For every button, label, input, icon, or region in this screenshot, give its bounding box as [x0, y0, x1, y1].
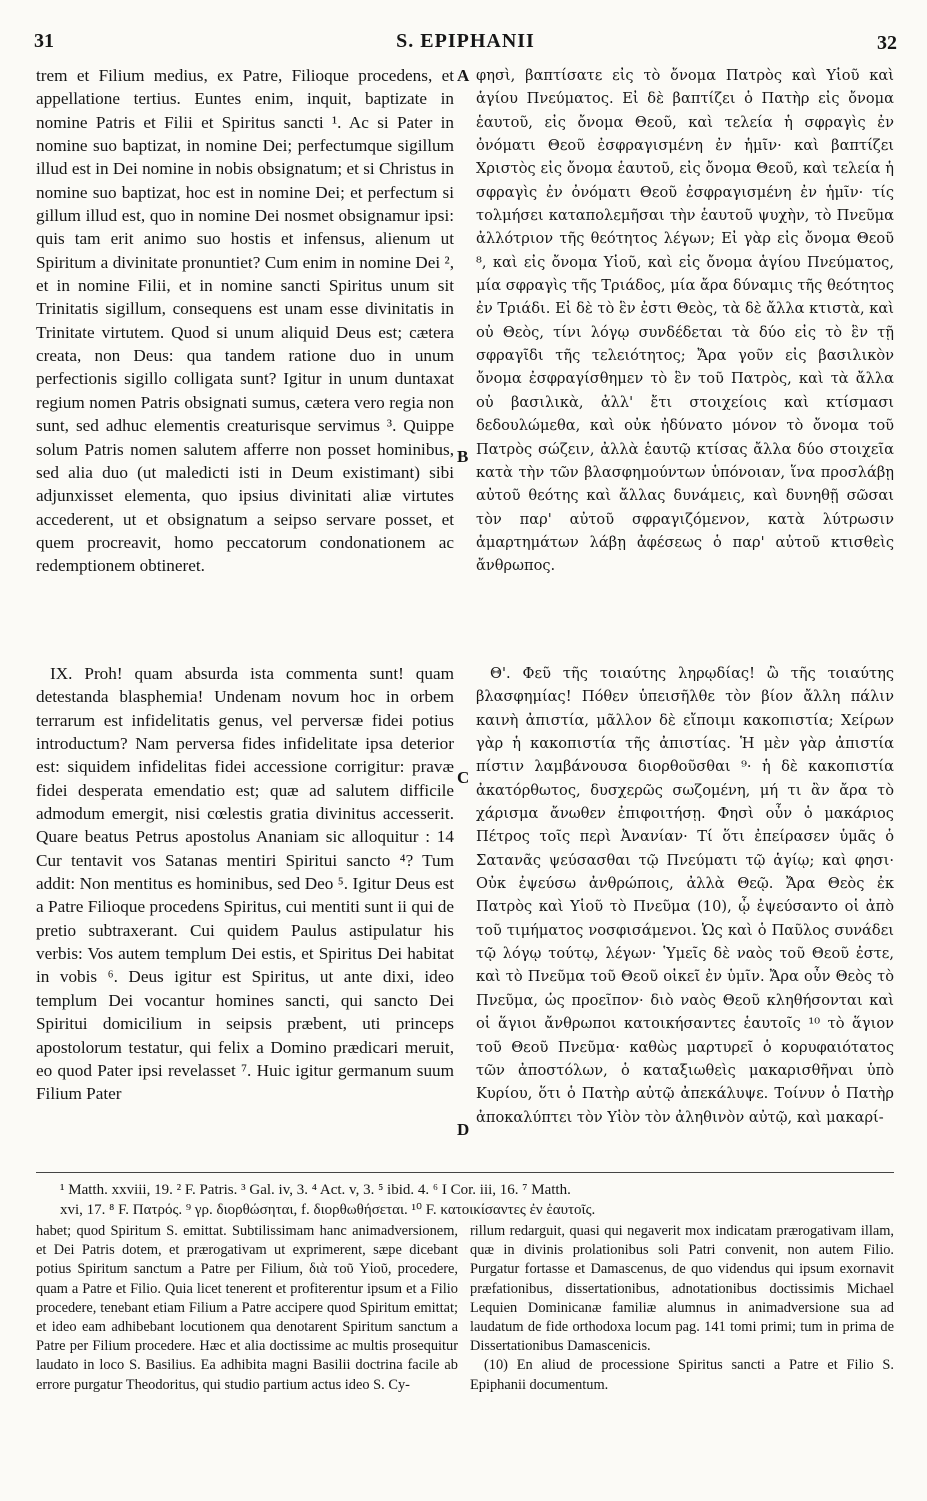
greek-paragraph-1: φησὶ, βαπτίσατε εἰς τὸ ὄνομα Πατρὸς καὶ Υἱοῦ καὶ ἁγίου Πνεύματος. Εἰ δὲ βαπτίζει ὁ Πατὴρ εἰς ὄνομα ἑαυτοῦ, εἰς ὄνομα Θεοῦ, καὶ τελεία ἡ σφραγὶς ἐν ὀνόματι Θεοῦ ἐσφραγισμένη ἐν ἡμῖν· καὶ βαπτίζει Χριστὸς εἰς ὄνομα ἑαυτοῦ, εἰς ὄνομα Θεοῦ, καὶ τελεία ἡ σφραγὶς ἐν ὀνόματι Θεοῦ ἐσφραγισμένη ἐν ἡμῖν· τίς τολμήσει καταπολεμῆσαι τὴν ἑαυτοῦ ψυχὴν, τὸ Πνεῦμα ἀλλότριον τῆς θεότητος λέγων; Εἰ γὰρ εἰς ὄνομα Θεοῦ ⁸, καὶ εἰς ὄνομα Υἱοῦ, καὶ εἰς ὄνομα ἁγίου Πνεύματος, μία σφραγὶς τῆς Τριάδος, μία ἄρα δύναμις τῆς θεότητος ἐν Τριάδι. Εἰ δὲ τὸ ἓν ἐστι Θεὸς, τὰ δὲ ἄλλα κτιστὰ, καὶ οὐ Θεὸς, τίνι λόγῳ συνδέδεται τὰ δύο εἰς τὸ ἓν τῇ σφραγῖδι τῆς τελειότητος; Ἄρα γοῦν εἰς βασιλικὸν ὄνομα ἐσφραγίσθημεν τὸ ἓν τοῦ Πατρὸς, καὶ τὰ ἄλλα οὐ βασιλικὰ, ἀλλ' ἔτι στοιχείοις καὶ κτίσμασι δεδουλώμεθα, καὶ οὐκ ἠδύνατο μόνον τὸ ὄνομα τοῦ Πατρὸς σώζειν, ἀλλὰ ἑαυτῷ κτίσας ἄλλα δύο στοιχεῖα κατὰ τὴν τῶν βλασφημούντων ὑπόνοιαν, ἵνα προσλάβῃ αὐτοῦ θεότης καὶ ἄλλας δυνάμεις, καὶ δυνηθῇ σῶσαι τὸν παρ' αὐτοῦ σφραγιζόμενον, κατὰ λύτρωσιν ἁμαρτημάτων λάβῃ ἀφέσεως ὁ παρ' αὐτοῦ κτισθεὶς ἄνθρωπος. — [476, 67, 894, 575]
section-marker-b: B — [457, 447, 469, 466]
latin-column-top — [36, 64, 454, 578]
note-text-left: habet; quod Spiritum S. emittat. Subtilissimam hanc animadversionem, et Dei Patris dotem, et prærogativam ut exprimerent, sæpe dicebant potius Spiritum sanctum a Patre per Filium, διὰ τοῦ Υἱοῦ, procedere, quam a Patre et Filio. Quia licet tenerent et profiterentur ipsum et a Filio procedere, tenebant etiam Filium a Patre accipere quod Spiritum emittat; et ideo eam adhibebant locutionem qua denotarent Spiritum sanctum a Patre per Filium procedere. Hæc et alia doctissime ac multis prosequitur laudato in loco S. Basilius. Ea adhibita magni Basilii doctrina facile ab errore purgatur Theodoritus, qui studio partium actus ideo S. Cy- — [36, 1223, 458, 1393]
running-title: S. EPIPHANII — [396, 30, 535, 52]
section-marker-d: D — [457, 1120, 470, 1139]
footnotes — [60, 1180, 894, 1220]
page-number-right: 32 — [877, 32, 897, 54]
note-10: (10) En aliud de processione Spiritus sancti a Patre et Filio S. Epiphanii documentum. — [470, 1357, 894, 1393]
note-column-left — [36, 1222, 458, 1395]
running-header — [34, 30, 897, 56]
greek-column-ix — [476, 662, 894, 1129]
footnote-line-2: xvi, 17. ⁸ F. Πατρός. ⁹ γρ. διορθώσηται, f. διορθωθήσεται. ¹⁰ F. κατοικίσαντες ἐν ἑαυτοῖς. — [60, 1202, 596, 1218]
section-marker-c: C — [457, 768, 470, 787]
page-number-left: 31 — [34, 30, 54, 52]
note-column-right — [470, 1222, 894, 1395]
footnote-line-1: ¹ Matth. xxviii, 19. ² F. Patris. ³ Gal. iv, 3. ⁴ Act. v, 3. ⁵ ibid. 4. ⁶ I Cor. iii, 16. ⁷ Matth. — [60, 1182, 571, 1198]
footnote-rule — [36, 1172, 894, 1173]
section-marker-a: A — [457, 66, 470, 85]
greek-paragraph-ix: Θ'. Φεῦ τῆς τοιαύτης ληρῳδίας! ὢ τῆς τοιαύτης βλασφημίας! Πόθεν ὑπεισῆλθε τὸν βίον ἄλλη πάλιν καινὴ ἀπιστία, μᾶλλον δὲ εἴποιμι κακοπιστία; Χείρων γὰρ ἡ κακοπιστία τῆς ἀπιστίας. Ἡ μὲν γὰρ ἀπιστία πίστιν λαμβάνουσα διορθοῦσθαι ⁹· ἡ δὲ κακοπιστία ἀκατόρθωτος, δυσχερῶς σωζομένη, μή τι ἂν ἄρα τὸ χάρισμα ἄνωθεν ἐπιφοιτήσῃ. Φησὶ οὖν ὁ μακάριος Πέτρος τοῖς περὶ Ἀνανίαν· Τί ὅτι ἐπείρασεν ὑμᾶς ὁ Σατανᾶς ψεύσασθαι τῷ Πνεύματι τῷ ἁγίῳ; καὶ φησι· Οὐκ ἐψεύσω ἀνθρώποις, ἀλλὰ Θεῷ. Ἄρα Θεὸς ἐκ Πατρὸς καὶ Υἱοῦ τὸ Πνεῦμα (10), ᾧ ἐψεύσαντο οἱ ἀπὸ τοῦ τιμήματος νοσφισάμενοι. Ὡς καὶ ὁ Παῦλος συνάδει τῷ λόγῳ τούτῳ, λέγων· Ὑμεῖς δὲ ναὸς τοῦ Θεοῦ ἐστε, καὶ τὸ Πνεῦμα τοῦ Θεοῦ οἰκεῖ ἐν ὑμῖν. Ἄρα οὖν Θεὸς τὸ Πνεῦμα, ὡς προεῖπον· διὸ ναὸς Θεοῦ κληθήσονται καὶ οἱ ἅγιοι ἄνθρωποι κατοικήσαντες ἑαυτοῖς ¹⁰ τὸ ἅγιον τοῦ Θεοῦ Πνεῦμα· καθὼς μαρτυρεῖ ὁ κορυφαιότατος τῶν ἀποστόλων, ὁ καταξιωθεὶς μακαρισθῆναι ὑπὸ Κυρίου, ὅτι ὁ Πατὴρ αὐτῷ ἀπεκάλυψε. Τοίνυν ὁ Πατὴρ ἀποκαλύπτει τὸν Υἱὸν τὸν ἀληθινὸν αὐτῷ, καὶ μακαρί- — [476, 665, 894, 1126]
latin-paragraph-ix: IX. Proh! quam absurda ista commenta sunt! quam detestanda blasphemia! Undenam novum hoc in orbem terrarum est infidelitatis genus, vel perversæ fidei potius introductum? Nam perversa fides infidelitate ipsa deterior est: siquidem infidelitas fidei accessione corrigitur: pravæ fidei desperata emendatio est; quæ ad salutem difficile admodum emergit, nisi cœlestis gratia divinitus accesserit. Quare beatus Petrus apostolus Ananiam sic alloquitur : 14 Cur tentavit vos Satanas mentiri Spiritui sancto ⁴? Tum addit: Non mentitus es hominibus, sed Deo ⁵. Igitur Deus est a Patre Filioque procedens Spiritus, cui mentiti sunt ii qui de pretio subtraxerant. Cui quidem Paulus astipulatur his verbis: Vos autem templum Dei estis, et Spiritus Dei habitat in vobis ⁶. Deus igitur est Spiritus, ut ante dixi, ideo templum Dei vocantur homines sancti, qui sancto Dei Spiritui domicilium in seipsis præbent, uti princeps apostolorum testatur, qui felix a Domino prædicari meruit, eo quod Pater ipsi revelasset ⁷. Huic igitur germanum suum Filium Pater — [36, 664, 454, 1104]
latin-column-ix — [36, 662, 454, 1106]
latin-paragraph-1: trem et Filium medius, ex Patre, Filioque procedens, et appellatione tertius. Euntes enim, inquit, baptizate in nomine Patris et Filii et Spiritus sancti ¹. Ac si Pater in nomine suo baptizat, in nomine Dei; perfectumque sigillum illud est in Dei nomine in nobis obsignatum; et si Christus in nomine suo baptizat, hoc est in nomine Dei; et perfectum si gillum illud est, quo in nomine Dei nosmet obsignamur ipsi: quis tam erit animo suo hostis et infensus, alienum ut Spiritum a divinitate pronuntiet? Cum enim in nomine Dei ², et in nomine Filii, et in nomine sancti Spiritus unum sit Trinitatis sigillum, consequens est unam esse divinitatis in Trinitate virtutem. Quod si unum aliquid Deus est; cætera creata, non Deus: qua tandem ratione duo in unum perfectionis sigillo colligata sunt? Igitur in unum duntaxat regium nomen Patris obsignati sumus, cætera vero regia non sunt, sed adhuc elementis creaturisque servimus ³. Quippe solum Patris nomen salutem afferre non posset hominibus, sed alia duo (ut maledicti isti in Deum existimant) sibi adjunxisset elementa, quo ipsius divinitati aliæ virtutes accederent, ut et obsignatum a seipso servare posset, et quem procreavit, homo peccatorum condonationem ac redemptionem obtineret. — [36, 66, 454, 576]
note-text-right: rillum redarguit, quasi qui negaverit mox indicatam prærogativam illam, quæ in divinis prolationibus soli Patri convenit, non autem Filio. Purgatur fortasse et Damascenus, de quo videndus qui ipsum exornavit præfationibus, dissertationibus, adnotationibus doctissimis Michael Lequien Dominicanæ familiæ alumnus in animadversione sua ad laudatum de fide orthodoxa locum pag. 141 tomi primi; tum in prima de Dissertationibus Damascenicis. — [470, 1223, 894, 1355]
greek-column-top — [476, 64, 894, 578]
